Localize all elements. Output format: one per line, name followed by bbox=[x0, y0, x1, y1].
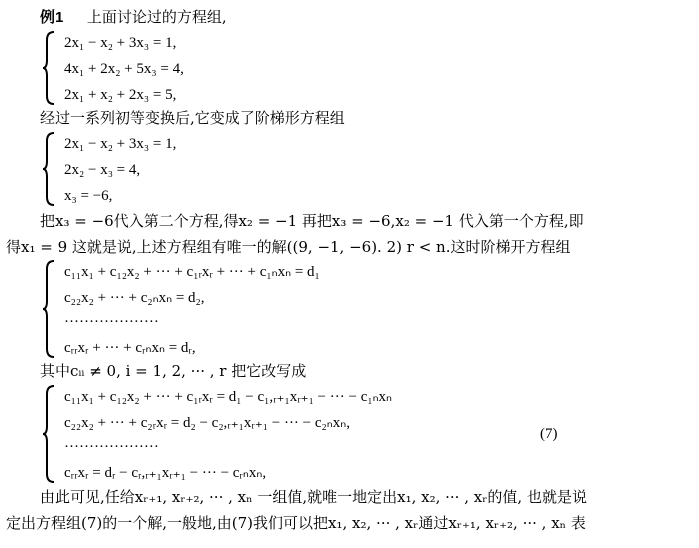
system3-eq2: c₂₂x₂ + ··· + c₂ₙxₙ = d₂, bbox=[64, 290, 205, 306]
paragraph1-line1: 把x₃ = −6代入第二个方程,得x₂ = −1 再把x₃ = −6,x₂ = −1 代入第一个方程,即 bbox=[40, 212, 584, 230]
system2-eq1: 2x₁ − x₂ + 3x₃ = 1, bbox=[64, 136, 177, 152]
example-intro: 上面讨论过的方程组, bbox=[86, 8, 227, 26]
after-transform-text: 经过一系列初等变换后,它变成了阶梯形方程组 bbox=[40, 109, 345, 127]
system1-eq1: 2x₁ − x₂ + 3x₃ = 1, bbox=[64, 35, 177, 51]
example-label: 例1 bbox=[40, 9, 64, 26]
system4-eq2: c₂₂x₂ + ··· + c₂ᵣxᵣ = d₂ − c₂,ᵣ₊₁xᵣ₊₁ − ··· − c₂ₙxₙ, bbox=[64, 415, 350, 431]
system3-eq-r: cᵣᵣxᵣ + ··· + cᵣₙxₙ = dᵣ, bbox=[64, 340, 196, 356]
system3-dots: ··················· bbox=[64, 314, 159, 330]
system2-eq3: x₃ = −6, bbox=[64, 188, 113, 204]
system1-eq2: 4x₁ + 2x₂ + 5x₃ = 4, bbox=[64, 61, 184, 77]
system4-eq-r: cᵣᵣxᵣ = dᵣ − cᵣ,ᵣ₊₁xᵣ₊₁ − ··· − cᵣₙxₙ, bbox=[64, 465, 267, 481]
where-line: 其中cᵢᵢ ≠ 0, i = 1, 2, ··· , r 把它改写成 bbox=[40, 362, 307, 380]
system3-eq1: c₁₁x₁ + c₁₂x₂ + ··· + c₁ᵣxᵣ + ··· + c₁ₙxₙ = d₁ bbox=[64, 264, 320, 280]
paragraph2-line1: 由此可见,任给xᵣ₊₁, xᵣ₊₂, ··· , xₙ 一组值,就唯一地定出x₁, x₂, ··· , xᵣ的值, 也就是说 bbox=[40, 488, 587, 506]
system2-eq2: 2x₂ − x₃ = 4, bbox=[64, 162, 141, 178]
example-heading bbox=[40, 8, 227, 27]
paragraph1-line2: 得x₁ = 9 这就是说,上述方程组有唯一的解((9, −1, −6). 2) r < n.这时阶梯开方程组 bbox=[6, 238, 571, 256]
system4-dots: ··················· bbox=[64, 439, 159, 455]
equation-number: (7) bbox=[540, 426, 558, 442]
paragraph2-line2: 定出方程组(7)的一个解,一般地,由(7)我们可以把x₁, x₂, ··· , xᵣ通过xᵣ₊₁, xᵣ₊₂, ··· , xₙ 表 bbox=[6, 514, 586, 532]
left-brace-icon bbox=[42, 259, 56, 359]
left-brace-icon bbox=[42, 384, 56, 484]
system4-eq1: c₁₁x₁ + c₁₂x₂ + ··· + c₁ᵣxᵣ = d₁ − c₁,ᵣ₊₁xᵣ₊₁ − ··· − c₁ₙxₙ bbox=[64, 389, 393, 405]
system1-eq3: 2x₁ + x₂ + 2x₃ = 5, bbox=[64, 87, 177, 103]
left-brace-icon bbox=[42, 30, 56, 106]
left-brace-icon bbox=[42, 131, 56, 207]
